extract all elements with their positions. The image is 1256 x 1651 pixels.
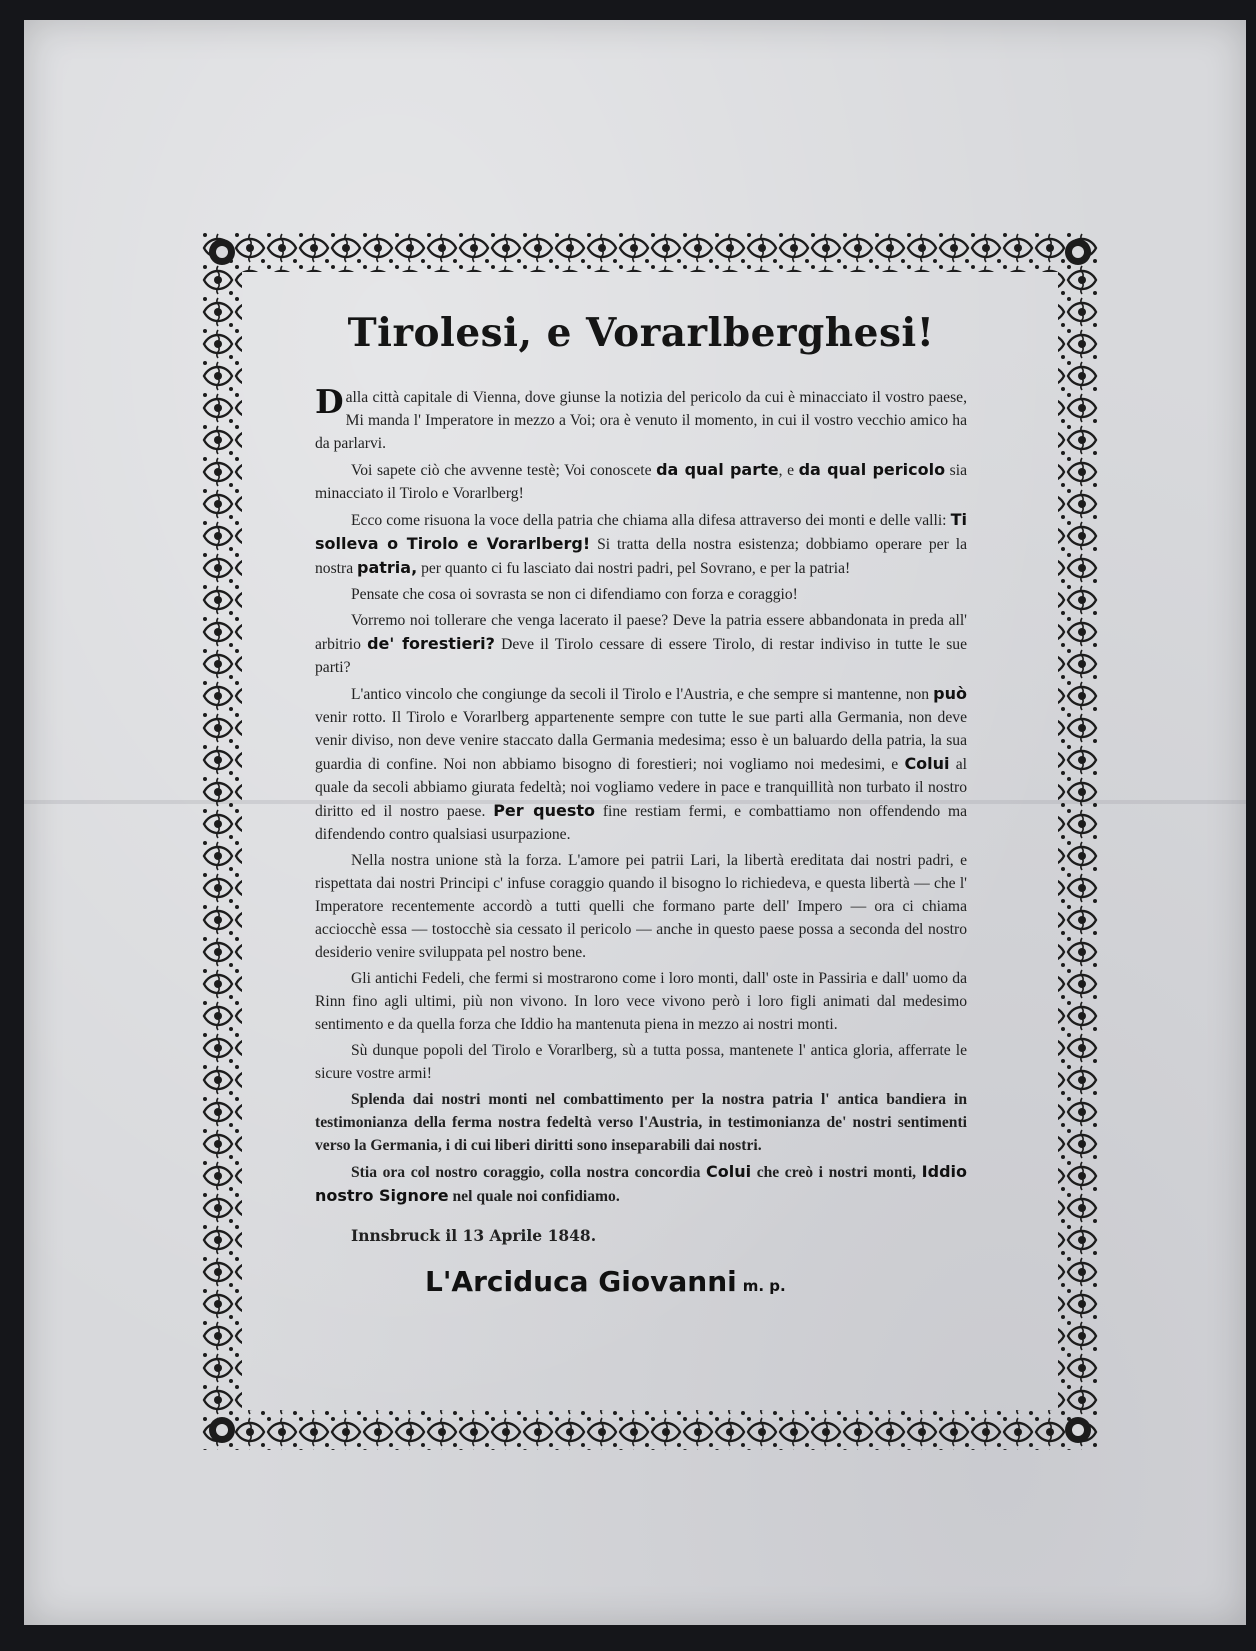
p3-text-2: Si tratta della nostra esistenza; dobbiamo operare per la nostra <box>315 536 967 577</box>
page-title: Tirolesi, e Vorarlberghesi! <box>347 310 935 356</box>
p2-text: Voi sapete ciò che avvenne testè; Voi conoscete <box>351 462 657 479</box>
signature-name: L'Arciduca Giovanni <box>425 1265 737 1298</box>
p5-text: Vorremo noi tollerare che venga lacerato il paese? Deve la patria essere abbandonata in preda all' arbitrio <box>315 612 967 653</box>
p2-emphasis-1: da qual parte <box>656 460 779 479</box>
p6-emphasis-3: Per questo <box>493 801 596 820</box>
p3-emphasis-2: patria, <box>357 558 418 577</box>
paragraph-5 <box>315 609 967 679</box>
paragraph-9: Sù dunque popoli del Tirolo e Vorarlberg, sù a tutta possa, mantenete l' antica gloria, afferrate le sicure vostre armi! <box>315 1042 967 1082</box>
paragraph-10: Splenda dai nostri monti nel combattimento per la nostra patria l' antica bandiera in testimonianza della ferma nostra fedeltà verso l'Austria, in testimonianza de' nostri sentimenti verso la Germania, i di cui liberi diritti sono inseparabili dai nostri. <box>315 1091 967 1154</box>
p2-text-3: sia minacciato il Tirolo e Vorarlberg! <box>315 462 967 502</box>
p3-emphasis-1: Ti solleva o Tirolo e Vorarlberg! <box>315 510 967 553</box>
p5-text-2: Deve il Tirolo cessare di essere Tirolo, di restar indiviso in tutte le sue parti? <box>315 636 967 676</box>
paragraph-1-text: alla città capitale di Vienna, dove giunse la notizia del pericolo da cui è minacciato il vostro paese, Mi manda l' Imperatore in mezzo a Voi; ora è venuto il momento, in cui il vostro vecchio amico ha da parlarvi. <box>315 389 967 452</box>
p6-text-4: fine restiam fermi, e combattiamo non offendendo ma difendendo contro qualsiasi usurpazione. <box>315 803 968 843</box>
p11-text-3: nel quale noi confidiamo. <box>448 1188 620 1205</box>
place-date: Innsbruck il 13 Aprile 1848. <box>351 1226 597 1245</box>
p3-text: Ecco come risuona la voce della patria che chiama alla difesa attraverso dei monti e delle valli: <box>351 512 951 529</box>
signature <box>315 1265 967 1298</box>
proclamation-body <box>315 382 968 1208</box>
paragraph-8: Gli antichi Fedeli, che fermi si mostrarono come i loro monti, dall' oste in Passiria e dall' uomo da Rinn fino agli ultimi, più non vivono. In loro vece vivono però i loro figli animati dal medesimo sentimento e da quella forza che Iddio ha mantenuta piena in mezzo ai nostri monti. <box>315 970 967 1033</box>
proclamation <box>315 310 967 1298</box>
paragraph-6 <box>315 682 967 846</box>
paragraph-4: Pensate che cosa oi sovrasta se non ci difendiamo con forza e coraggio! <box>351 586 798 603</box>
p6-text-2: venir rotto. Il Tirolo e Vorarlberg appartenente sempre con tutte le sue parti alla Germania, non deve venir diviso, non deve venire staccato dalla Germania medesima; esso è un baluardo della patria, la sua guardia di confine. Noi non abbiamo bisogno di forestieri; noi vogliamo noi medesimi, e <box>315 709 967 773</box>
p11-emphasis-2: Iddio nostro Signore <box>315 1162 967 1205</box>
p6-emphasis-2: Colui <box>904 754 950 773</box>
p6-text-3: al quale da secoli abbiamo giurata fedeltà; noi vogliamo vedere in pace e tranquillità non turbato il nostro diritto ed il nostro paese. <box>315 756 968 820</box>
paragraph-7: Nella nostra unione stà la forza. L'amore pei patrii Lari, la libertà ereditata dai nostri padri, e rispettata dai nostri Principi c' infuse coraggio quando il bisogno lo richiedeva, e questa libertà — che l' Imperatore recentemente accordò a tutti quelli che formano parte dell' Impero — ora ci chiama acciocchè essa — tostocchè sia cessato il pericolo — anche in questo paese possa a seconda del nostro desiderio venire sviluppata pel nostro bene. <box>315 852 967 961</box>
p3-text-3: per quanto ci fu lasciato dai nostri padri, pel Sovrano, e per la patria! <box>417 560 851 577</box>
p2-text-2: , e <box>778 462 799 479</box>
p5-emphasis: de' forestieri? <box>367 634 495 653</box>
paragraph-2 <box>315 458 967 505</box>
poster-sheet <box>24 20 1246 1625</box>
signature-suffix: m. p. <box>742 1277 786 1295</box>
paragraph-1 <box>315 382 967 455</box>
p2-emphasis-2: da qual pericolo <box>798 460 946 479</box>
p6-emphasis-1: può <box>933 684 967 703</box>
paragraph-11 <box>315 1160 967 1208</box>
p11-text: Stia ora col nostro coraggio, colla nostra concordia <box>351 1164 706 1181</box>
paragraph-3 <box>315 508 967 580</box>
p6-text: L'antico vincolo che congiunge da secoli il Tirolo e l'Austria, e che sempre si mantenne, non <box>351 686 934 703</box>
p11-text-2: che creò i nostri monti, <box>751 1164 922 1181</box>
drop-cap: D <box>315 382 344 421</box>
p11-emphasis-1: Colui <box>706 1162 752 1181</box>
